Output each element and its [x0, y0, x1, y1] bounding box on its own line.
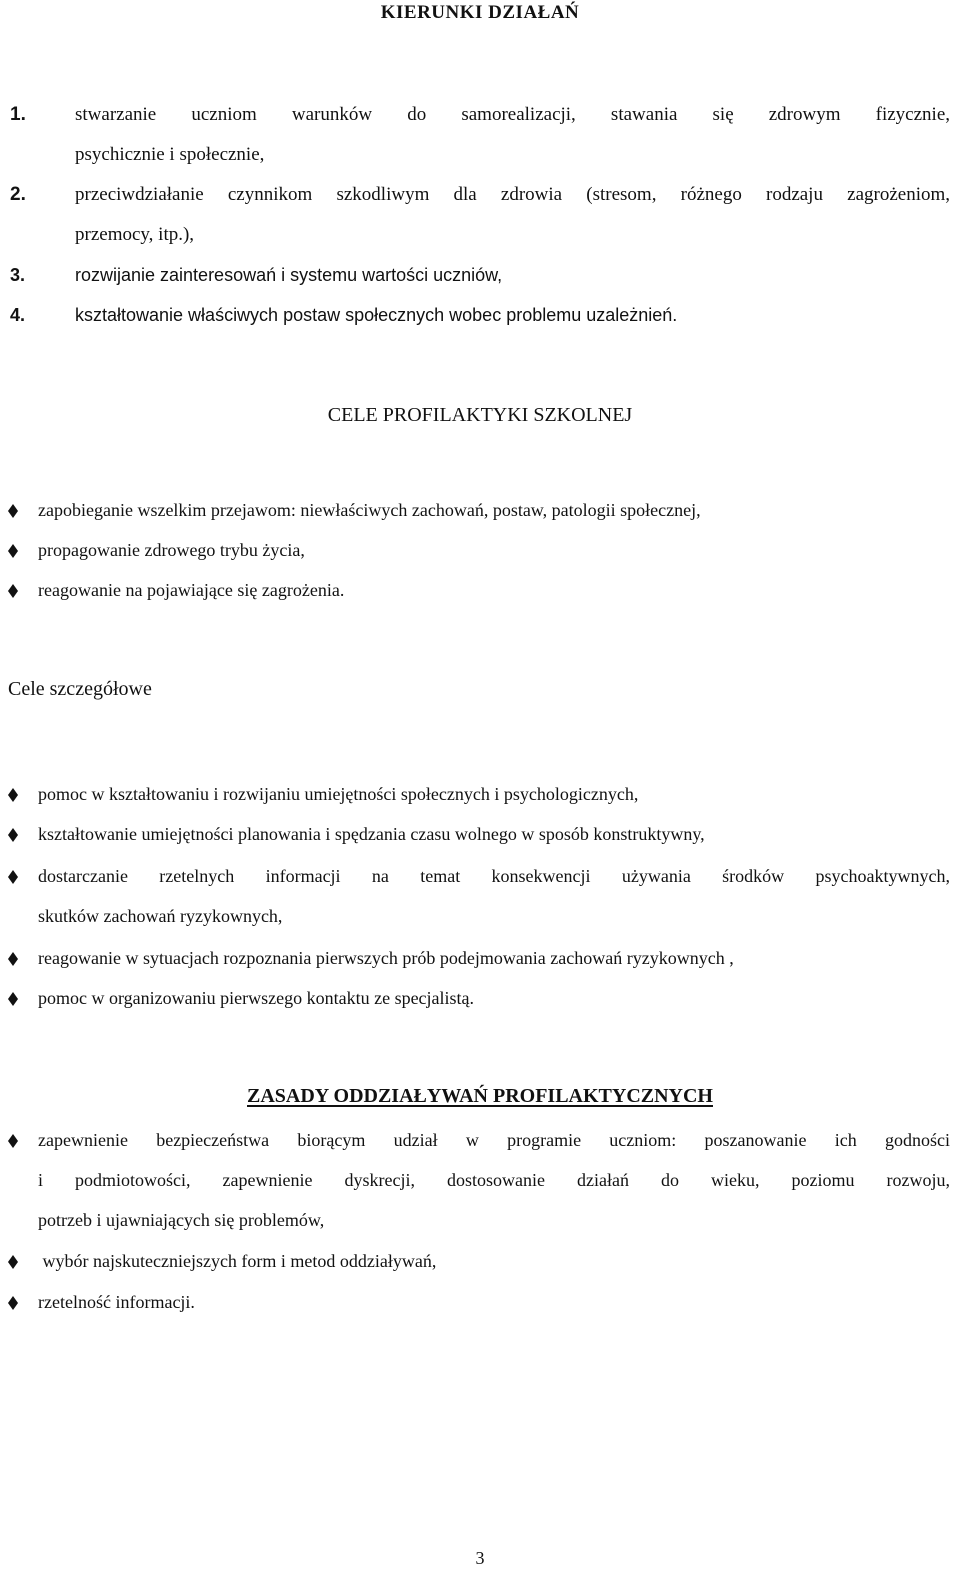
- item-text: rzetelność informacji.: [38, 1292, 195, 1312]
- item-text: propagowanie zdrowego trybu życia,: [38, 540, 305, 560]
- list-item-continuation: potrzeb i ujawniających się problemów,: [38, 1210, 325, 1230]
- item-text: zapewnienie bezpieczeństwa biorącym udział w programie uczniom: poszanowanie ich godności: [38, 1130, 950, 1150]
- item-text: reagowanie w sytuacjach rozpoznania pierwszych prób podejmowania zachowań ryzykownych ,: [38, 948, 734, 968]
- item-number: 2.: [10, 184, 26, 205]
- detailed-goals-heading: Cele szczegółowe: [8, 678, 152, 700]
- diamond-bullet-icon: [8, 1296, 18, 1310]
- diamond-bullet-icon: [8, 504, 18, 518]
- page-number: 3: [475, 1548, 485, 1568]
- diamond-bullet-icon: [8, 788, 18, 802]
- diamond-bullet-icon: [8, 828, 18, 842]
- item-text: stwarzanie uczniom warunków do samorealizacji, stawania się zdrowym fizycznie,: [75, 104, 950, 125]
- diamond-bullet-icon: [8, 992, 18, 1006]
- diamond-bullet-icon: [8, 1255, 18, 1269]
- item-text: rozwijanie zainteresowań i systemu wartości uczniów,: [75, 265, 503, 285]
- item-text: kształtowanie właściwych postaw społecznych wobec problemu uzależnień.: [75, 305, 678, 325]
- page-title: KIERUNKI DZIAŁAŃ: [380, 2, 580, 23]
- goals-heading: CELE PROFILAKTYKI SZKOLNEJ: [327, 404, 633, 426]
- item-number: 1.: [10, 104, 26, 125]
- diamond-bullet-icon: [8, 1134, 18, 1148]
- diamond-bullet-icon: [8, 584, 18, 598]
- item-text: pomoc w organizowaniu pierwszego kontaktu ze specjalistą.: [38, 988, 475, 1008]
- diamond-bullet-icon: [8, 952, 18, 966]
- list-item-continuation: skutków zachowań ryzykownych,: [38, 906, 283, 926]
- item-number: 4.: [10, 305, 26, 325]
- item-text: przemocy, itp.),: [75, 224, 195, 245]
- diamond-bullet-icon: [8, 544, 18, 558]
- item-text: psychicznie i społecznie,: [75, 144, 265, 165]
- item-text: wybór najskuteczniejszych form i metod oddziaływań,: [38, 1251, 437, 1271]
- item-text: zapobieganie wszelkim przejawom: niewłaściwych zachowań, postaw, patologii społecznej,: [38, 500, 701, 520]
- item-text: dostarczanie rzetelnych informacji na temat konsekwencji używania środków psychoaktywnych,: [38, 866, 950, 886]
- diamond-bullet-icon: [8, 870, 18, 884]
- item-text: reagowanie na pojawiające się zagrożenia.: [38, 580, 345, 600]
- item-text: pomoc w kształtowaniu i rozwijaniu umiejętności społecznych i psychologicznych,: [38, 784, 639, 804]
- item-text: kształtowanie umiejętności planowania i spędzania czasu wolnego w sposób konstruktywny,: [38, 824, 705, 844]
- item-number: 3.: [10, 265, 26, 285]
- principles-heading: ZASADY ODDZIAŁYWAŃ PROFILAKTYCZNYCH: [247, 1085, 713, 1107]
- list-item-continuation: i podmiotowości, zapewnienie dyskrecji, dostosowanie działań do wieku, poziomu rozwoju,: [38, 1170, 950, 1190]
- item-text: przeciwdziałanie czynnikom szkodliwym dla zdrowia (stresom, różnego rodzaju zagrożeniom,: [75, 184, 950, 205]
